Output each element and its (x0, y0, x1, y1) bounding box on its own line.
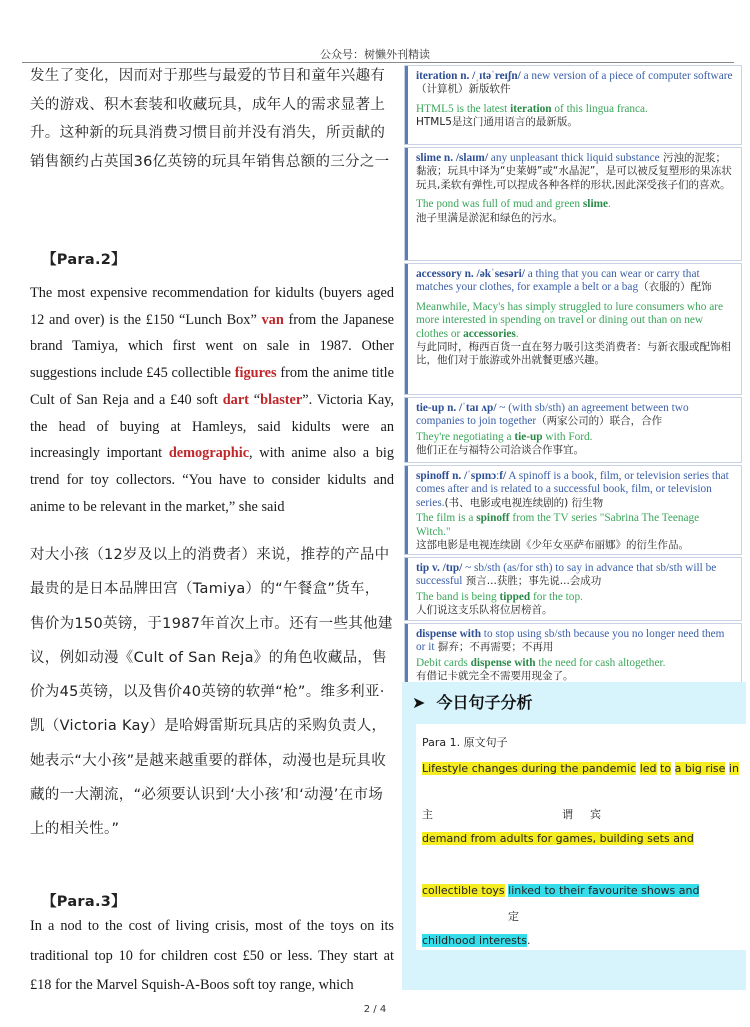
sentence-line (422, 760, 740, 778)
example-translation: 有借记卡就完全不需要用现金了。 (416, 670, 574, 683)
vocab-word: slime n. /slaɪm/ (416, 152, 488, 164)
vocab-example (416, 198, 735, 211)
para2-translation: 对大小孩（12岁及以上的消费者）来说，推荐的产品中最贵的是日本品牌田宫（Tamiya）的“午餐盒”货车，售价为150英镑，于1987年首次上市。还有一些其他建议，例如动漫《Cult of San Reja》的角色收藏品，售价为45英镑，以及售价40英镑的软弹“枪”。维多利亚·凯（Victoria Kay）是哈姆雷斯玩具店的采购负责人，她表示“大小孩”是越来越重要的群体，动漫也是玩具收藏的一大潮流，“必须要认识到‘大小孩’和‘动漫’在市场上的相关性。” (30, 547, 393, 838)
vocab-def: a thing that you can wear or carry that matches your clothes, for example a belt or a bag (416, 268, 700, 294)
vocab-word: iteration n. /ˌɪtəˈreɪʃn/ (416, 70, 521, 82)
vocab-word: dispense with (416, 628, 481, 640)
example-translation: 池子里满是淤泥和绿色的污水。 (416, 211, 563, 224)
text-run: ”. Victoria Kay, the head of buying at Hamleys, said kidults were an increasingly important (30, 391, 395, 462)
analysis-title-text: 今日句子分析 (436, 693, 533, 712)
text-run: . (515, 327, 519, 340)
vocab-cn: （计算机）新版软件 (416, 83, 511, 96)
example-keyword: accessories (463, 327, 516, 340)
vocab-cn: 摒弃；不再需要；不再用 (434, 641, 554, 654)
vocab-word: tie-up n. /ˈtaɪ ʌp/ (416, 402, 497, 414)
vocab-head (416, 70, 735, 97)
para2-label: 【Para.2】 (42, 252, 126, 268)
vocab-def: A spinoff is a book, film, or television series that comes after and is related to a successful book, film, or television series. (416, 470, 729, 509)
keyword-dart: dart (222, 391, 249, 408)
sentence-analysis-panel (402, 682, 746, 990)
text-run: The film is a (416, 512, 477, 525)
prep-span: in (728, 762, 739, 775)
vocab-card (405, 66, 741, 144)
vocab-example (416, 301, 735, 341)
example-keyword: dispense with (470, 656, 536, 669)
attributive-span: linked to their favourite shows and (508, 884, 700, 897)
example-translation: 他们正在与福特公司洽谈合作事宜。 (416, 444, 584, 457)
vocab-def: ~ sb/sth (as/for sth) to say in advance that sb/sth will be successful (416, 562, 717, 588)
example-keyword: tipped (499, 590, 531, 603)
example-translation: HTML5是这门通用语言的最新版。 (416, 116, 578, 129)
text-run: Meanwhile, Macy's has simply struggled to lure consumers who are more interested in spending on travel or dining out than on new clothes or (416, 300, 723, 340)
vocab-def: any unpleasant thick liquid substance (487, 152, 660, 164)
example-keyword: tie-up (514, 430, 543, 443)
para1-translation: 发生了变化，因而对于那些与最爱的节目和童年兴趣有关的游戏、积木套装和收藏玩具，成年人的需求显著上升。这种新的玩具消费习惯目前并没有消失，所贡献的销售额约占英国36亿英镑的玩具年销售总额的三分之一 (30, 68, 390, 170)
text-run: . (608, 198, 611, 211)
analysis-subtitle: Para 1. 原文句子 (422, 736, 508, 749)
object-span: collectible toys (422, 884, 505, 897)
text-run: HTML5 is the latest (416, 102, 511, 115)
example-keyword: slime (582, 198, 609, 211)
vocab-card (405, 398, 741, 462)
vocab-cn: （衣服的）配饰 (638, 281, 712, 294)
vocab-def: ~ (with sb/sth) an agreement between two companies to join together (416, 402, 689, 428)
text-run: the need for cash altogether. (535, 656, 666, 669)
text-run: Debit cards (416, 656, 471, 669)
vocab-head (416, 152, 735, 192)
sentence-line (422, 832, 694, 845)
arrow-icon: ➤ (412, 693, 426, 712)
vocab-card (405, 624, 741, 682)
text-run: from the Japanese brand Tamiya, which first went on sale in 1987. Other suggestions include £45 collectible (30, 311, 394, 382)
vocab-head (416, 268, 735, 295)
text-run: , with anime also a big trend for toy collectors. “You have to consider kidults and anime to be relevant in the market,” she said (30, 445, 395, 515)
sentence-line (422, 884, 699, 897)
role-object: 宾 (590, 808, 601, 821)
vocab-card (405, 466, 741, 554)
example-keyword: iteration (510, 102, 552, 115)
para2-english (30, 280, 394, 520)
example-keyword: spinoff (476, 512, 510, 525)
prep-span: to (660, 762, 672, 775)
vocab-head (416, 470, 735, 510)
keyword-demographic: demographic (168, 445, 250, 462)
text-run: from the anime title Cult of San Reja and a £40 soft (30, 365, 394, 408)
vocab-head (416, 628, 735, 655)
text-run: of this lingua franca. (551, 102, 648, 115)
text-run: The most expensive recommendation for kidults (buyers aged 12 and over) is the £150 “Lunch Box” (30, 285, 394, 328)
role-attributive: 定 (508, 910, 519, 923)
page-header: 公众号：树懒外刊精读 (320, 48, 430, 61)
vocab-word: tip v. /tɪp/ (416, 562, 463, 574)
object-span: a big rise (674, 762, 726, 775)
vocab-cn: 预言...获胜；事先说...会成功 (462, 575, 602, 588)
page-number: 2 / 4 (363, 1004, 387, 1015)
text-run: The band is being (416, 590, 500, 603)
vocab-cn: 污浊的泥浆；黏液；玩具中译为“史莱姆”或“水晶泥”，是可以被反复塑形的果冻状玩具,柔软有弹性,可以捏成各种各样的形状,因此深受孩子们的喜欢。 (416, 152, 732, 191)
text-run: with Ford. (542, 430, 593, 443)
text-run: “ (248, 391, 261, 408)
text-run: for the top. (530, 590, 583, 603)
attributive-span: childhood interests (422, 934, 527, 947)
analysis-title (412, 690, 533, 713)
vocab-head (416, 402, 735, 429)
analysis-content (416, 724, 746, 950)
vocab-example (416, 591, 735, 604)
vocab-word: accessory n. /əkˈsesəri/ (416, 268, 525, 280)
vocab-word: spinoff n. /ˈspɪnɔːf/ (416, 470, 507, 482)
object-span: demand from adults for games, building sets and (422, 832, 694, 845)
vocab-card (405, 264, 741, 394)
vocab-def: to stop using sb/sth because you no longer need them or it (416, 628, 725, 654)
vocab-head (416, 562, 735, 589)
keyword-blaster: blaster (260, 391, 303, 408)
text-run: from the TV series "Sabrina The Teenage Witch." (416, 512, 700, 538)
para3-label: 【Para.3】 (42, 894, 126, 910)
vocab-example (416, 512, 735, 539)
role-predicate: 谓 (562, 808, 573, 821)
vocab-example (416, 103, 735, 116)
example-translation: 与此同时，梅西百货一直在努力吸引这类消费者：与新衣服或配饰相比，他们对于旅游或外出就餐更感兴趣。 (416, 341, 731, 367)
sentence-line (422, 934, 530, 947)
text-run: . (526, 934, 531, 947)
text-run: They're negotiating a (416, 430, 515, 443)
vocab-card (405, 558, 741, 620)
keyword-van: van (261, 311, 284, 328)
text-run: The pond was full of mud and green (416, 198, 583, 211)
vocab-def: a new version of a piece of computer software (520, 70, 733, 82)
vocab-example (416, 431, 735, 444)
example-translation: 这部电影是电视连续剧《少年女巫萨布丽娜》的衍生作品。 (416, 539, 689, 552)
vocab-cn: （两家公司的）联合，合作 (536, 415, 663, 428)
predicate-span: led (639, 762, 657, 775)
vocab-cn: (书、电影或电视连续剧的) 衍生物 (444, 496, 604, 509)
example-translation: 人们说这支乐队将位居榜首。 (416, 604, 553, 617)
vocab-example (416, 657, 735, 670)
para3-english: In a nod to the cost of living crisis, most of the toys on its traditional top 10 for children cost £50 or less. They start at £18 for the Marvel Squish-A-Boos soft toy range, which (30, 918, 394, 993)
subject-span: Lifestyle changes during the pandemic (422, 762, 637, 775)
keyword-figures: figures (234, 365, 277, 382)
role-subject: 主 (422, 808, 433, 821)
vocab-card (405, 148, 741, 260)
